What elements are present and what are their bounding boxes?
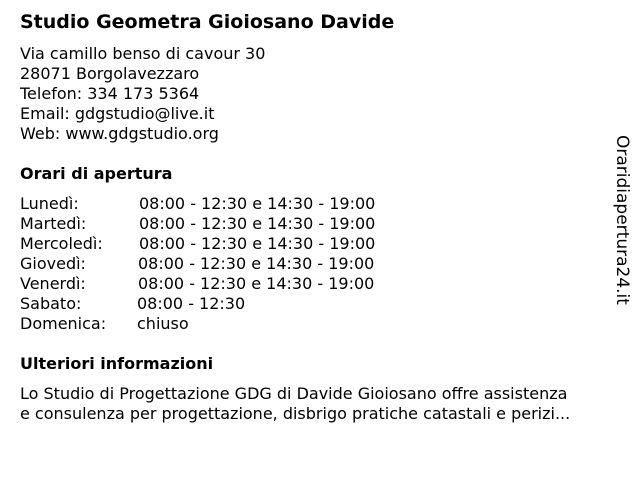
time-value: 08:00 - 12:30 e 14:30 - 19:00 bbox=[138, 274, 375, 293]
info-line: e consulenza per progettazione, disbrigo pratiche catastali e perizi... bbox=[20, 404, 571, 423]
watermark-text: Oraridiapertura24.it bbox=[612, 135, 632, 305]
city-line: 28071 Borgolavezzaro bbox=[20, 64, 200, 83]
info-description bbox=[20, 384, 620, 424]
address-block bbox=[20, 44, 265, 144]
day-label: Sabato: bbox=[20, 294, 82, 313]
day-label: Domenica: bbox=[20, 314, 107, 333]
web-line: Web: www.gdgstudio.org bbox=[20, 124, 219, 143]
email-line: Email: gdgstudio@live.it bbox=[20, 104, 215, 123]
phone-line: Telefon: 334 173 5364 bbox=[20, 84, 200, 103]
day-label: Martedì: bbox=[20, 214, 87, 233]
time-value: 08:00 - 12:30 e 14:30 - 19:00 bbox=[139, 214, 376, 233]
day-label: Lunedì: bbox=[20, 194, 79, 213]
time-value: 08:00 - 12:30 bbox=[137, 294, 246, 313]
day-label: Venerdì: bbox=[20, 274, 86, 293]
time-value: chiuso bbox=[137, 314, 189, 333]
day-label: Mercoledì: bbox=[20, 234, 103, 253]
business-name: Studio Geometra Gioiosano Davide bbox=[20, 11, 395, 33]
day-label: Giovedì: bbox=[20, 254, 86, 273]
time-value: 08:00 - 12:30 e 14:30 - 19:00 bbox=[138, 254, 375, 273]
time-value: 08:00 - 12:30 e 14:30 - 19:00 bbox=[139, 234, 376, 253]
info-heading: Ulteriori informazioni bbox=[20, 354, 214, 373]
time-value: 08:00 - 12:30 e 14:30 - 19:00 bbox=[139, 194, 376, 213]
info-line: Lo Studio di Progettazione GDG di Davide Gioiosano offre assistenza bbox=[20, 384, 568, 403]
hours-heading: Orari di apertura bbox=[20, 164, 173, 183]
street-line: Via camillo benso di cavour 30 bbox=[20, 44, 266, 63]
